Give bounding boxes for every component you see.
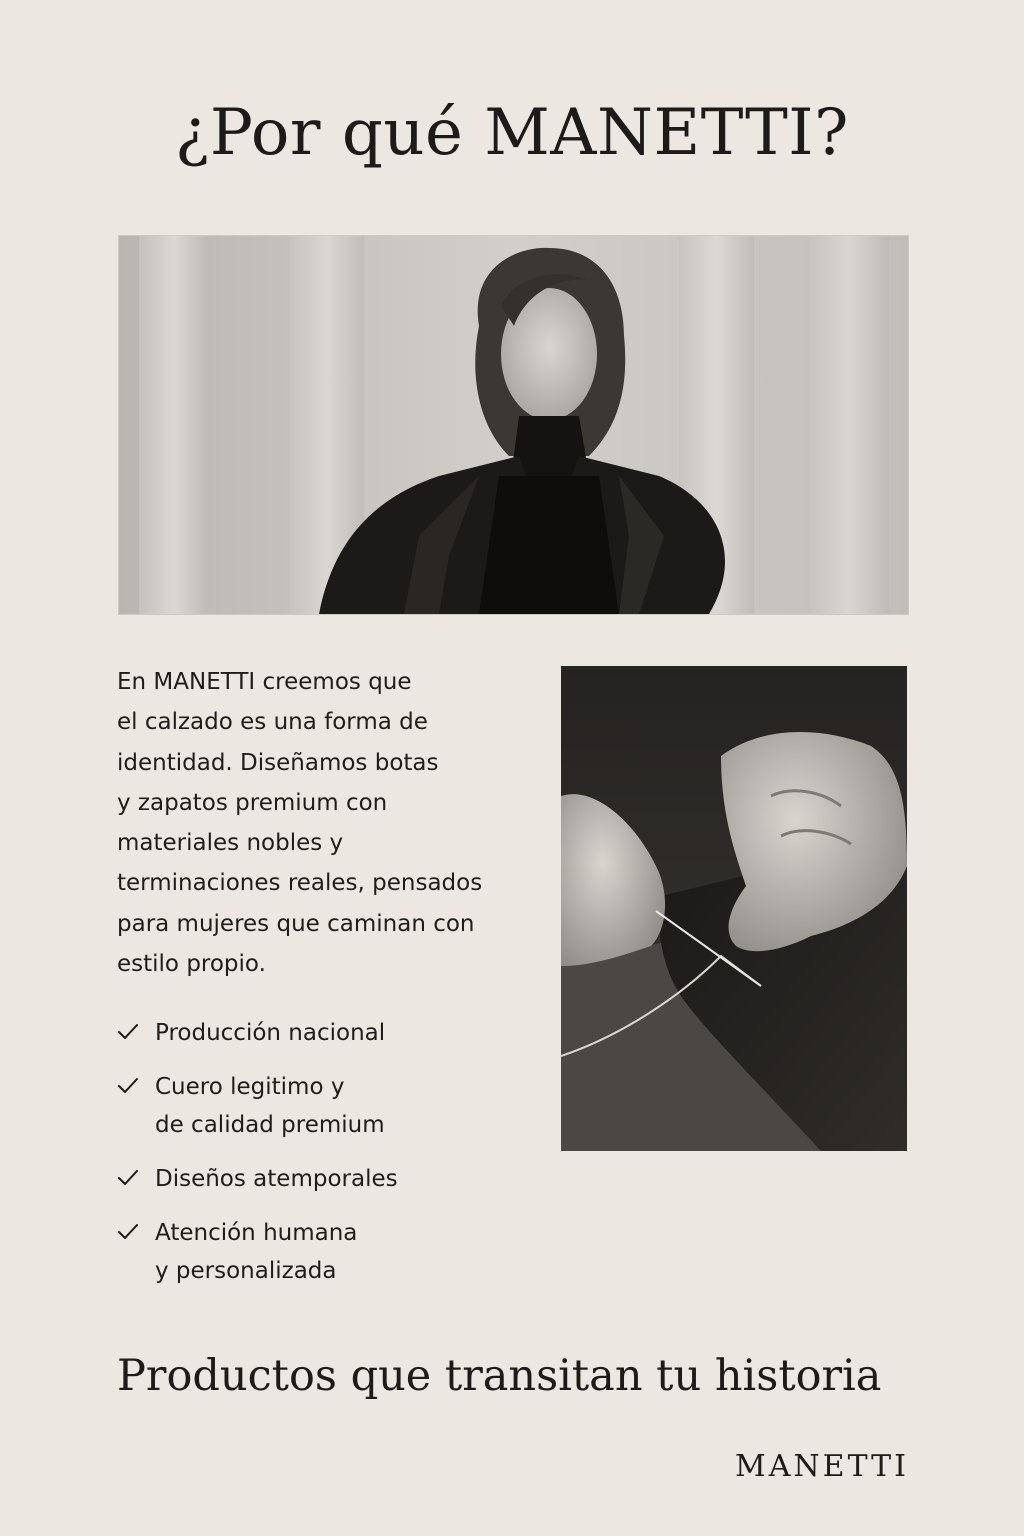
feature-label: Producción nacional: [155, 1020, 386, 1046]
features-list: [117, 1014, 537, 1306]
intro-line: En MANETTI creemos que: [117, 669, 412, 695]
check-icon: [117, 1077, 139, 1095]
intro-line: estilo propio.: [117, 951, 266, 978]
feature-label: y personalizada: [155, 1258, 337, 1284]
tagline: Productos que transitan tu historia: [117, 1351, 882, 1401]
brand-logo: MANETTI: [735, 1449, 909, 1484]
intro-line: identidad. Diseñamos botas: [117, 749, 439, 776]
intro-line: terminaciones reales, pensados: [117, 870, 483, 897]
page-title: ¿Por qué MANETTI?: [175, 96, 849, 170]
feature-item-cuero-legitimo: [117, 1068, 537, 1144]
intro-line: materiales nobles y: [117, 830, 344, 857]
check-icon: [117, 1023, 139, 1041]
feature-item-produccion-nacional: [117, 1014, 537, 1052]
feature-label: Atención humana: [155, 1220, 358, 1246]
intro-line: el calzado es una forma de: [117, 709, 428, 736]
intro-paragraph: [117, 662, 537, 984]
intro-line: y zapatos premium con: [117, 789, 388, 816]
feature-item-disenos-atemporales: [117, 1160, 537, 1198]
feature-label: de calidad premium: [155, 1112, 385, 1138]
feature-label: Cuero legitimo y: [155, 1074, 345, 1100]
check-icon: [117, 1169, 139, 1187]
craft-photo-hand-stitching: [561, 666, 907, 1151]
feature-label: Diseños atemporales: [155, 1166, 398, 1192]
hero-photo-woman-leather-jacket: [118, 235, 909, 615]
intro-line: para mujeres que caminan con: [117, 910, 475, 937]
check-icon: [117, 1223, 139, 1241]
feature-item-atencion-humana: [117, 1214, 537, 1290]
